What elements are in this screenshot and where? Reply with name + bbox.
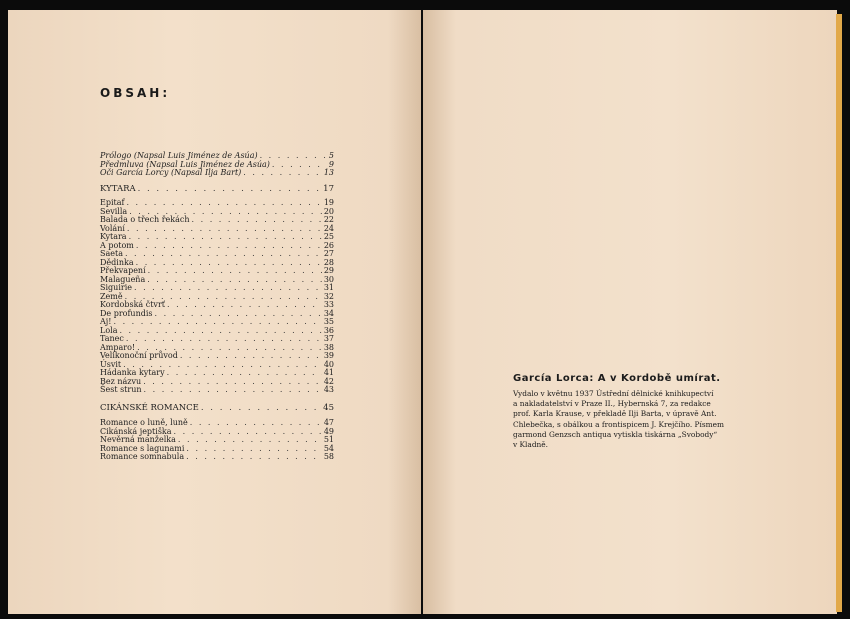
colophon-line: garmond Genzsch antiqua vytiskla tiskárna „Svobody“ (513, 429, 718, 439)
toc-intro-list (100, 152, 334, 178)
toc-entry-title: Bez názvu (100, 376, 142, 386)
toc-entry (100, 327, 334, 336)
toc-entry-page: 35 (323, 317, 334, 326)
toc-entry-title: Romance s lagunami (100, 443, 185, 453)
toc-entry-title: Epitaf (100, 198, 125, 207)
toc-leader (138, 183, 322, 195)
toc-section-romance (100, 402, 334, 414)
toc-entry-page: 13 (323, 168, 334, 177)
toc-entry (100, 318, 334, 327)
right-page (423, 10, 837, 614)
toc-entry-title: Malagueña (100, 274, 146, 284)
toc-leader (186, 445, 321, 454)
toc-entry-title: Velikonoční průvod (100, 351, 178, 360)
toc-leader (155, 310, 322, 319)
toc-entry-title: Lola (100, 325, 118, 335)
contents-heading: OBSAH: (100, 86, 171, 100)
toc-entry-title: Saeta (100, 249, 123, 258)
toc-leader (201, 402, 321, 414)
toc-entry (100, 453, 334, 462)
toc-leader (136, 242, 322, 251)
toc-entry-page: 29 (323, 266, 334, 275)
toc-entry-page: 31 (323, 283, 334, 292)
colophon-line: a nakladatelství v Praze II., Hybernská 7, za redakce (513, 399, 711, 409)
toc-entry-page: 25 (323, 232, 334, 241)
toc-entry-title: Úsvit (100, 359, 122, 369)
toc-entry-title: Balada o třech řekách (100, 215, 190, 224)
colophon-line: Chlebečka, s obálkou a frontispicem J. Krejčího. Písmem (513, 419, 725, 429)
toc-entry (100, 199, 334, 208)
toc-entry (100, 216, 334, 225)
toc-entry-page: 37 (323, 334, 334, 343)
colophon-line: prof. Karla Krause, v překladě Ilji Barta, v úpravě Ant. (513, 409, 717, 419)
toc-entry-page: 54 (323, 443, 334, 453)
toc-entry (100, 250, 334, 259)
toc-entry-title: Prólogo (Napsal Luis Jiménez de Asúa) (100, 151, 258, 160)
toc-entry-title: Amparo! (100, 342, 136, 352)
toc-leader (144, 386, 322, 395)
toc-entry-page: 39 (323, 351, 334, 360)
toc-entry-title: Šest strun (100, 385, 142, 394)
toc-section-page: 45 (323, 403, 334, 413)
toc-section-page: 17 (323, 184, 334, 194)
toc-entry-page: 40 (323, 359, 334, 369)
toc-entry (100, 242, 334, 251)
toc-entry-title: Kytara (100, 232, 127, 241)
toc-leader (127, 225, 322, 234)
toc-leader (134, 284, 322, 293)
toc-entry-page: 24 (323, 223, 334, 233)
colophon-line: v Kladně. (513, 440, 549, 450)
toc-entry-title: Země (100, 291, 123, 301)
toc-entry-page: 43 (323, 385, 334, 394)
toc-leader (125, 250, 322, 259)
toc-entry-title: Předmluva (Napsal Luis Jiménez de Asúa) (100, 159, 270, 169)
toc-entry (100, 352, 334, 361)
toc-entry-page: 58 (323, 452, 334, 461)
toc-entry-page: 33 (323, 300, 334, 309)
colophon (513, 373, 813, 450)
toc-leader (136, 259, 322, 268)
toc-entry (100, 276, 334, 285)
toc-section-title: CIKÁNSKÉ ROMANCE (100, 403, 199, 413)
toc-entry-page: 38 (323, 342, 334, 352)
toc-entry (100, 284, 334, 293)
page-edge (836, 14, 842, 612)
toc-entry-title: Oči García Lorcy (Napsal Ilja Bart) (100, 168, 242, 177)
toc-entry-page: 19 (323, 198, 334, 207)
toc-leader (186, 453, 322, 462)
toc-leader (272, 161, 327, 170)
toc-leader (143, 378, 322, 387)
toc-entry-page: 47 (323, 418, 334, 427)
toc-entry-title: Volání (100, 223, 125, 233)
toc-entry-page: 5 (328, 151, 334, 160)
toc-entry-page: 27 (323, 249, 334, 258)
toc-romance-list (100, 419, 334, 462)
toc-leader (180, 352, 322, 361)
toc-entry-title: Dědinka (100, 257, 134, 267)
toc-leader (126, 199, 321, 208)
toc-entry (100, 335, 334, 344)
toc-leader (148, 267, 322, 276)
toc-section-kytara (100, 183, 334, 195)
toc-leader (147, 276, 322, 285)
toc-entry-title: Nevěrná manželka (100, 435, 176, 444)
toc-entry-page: 42 (323, 376, 334, 386)
toc-entry (100, 386, 334, 395)
toc-entry-page: 36 (323, 325, 334, 335)
toc-leader (113, 318, 321, 327)
toc-leader (174, 428, 322, 437)
toc-entry (100, 233, 334, 242)
toc-entry-page: 28 (323, 257, 334, 267)
colophon-title: García Lorca: A v Kordobě umírat. (513, 373, 721, 384)
toc-kytara-list (100, 199, 334, 395)
toc-entry-title: Romance somnabula (100, 452, 185, 461)
toc-entry-title: Siguirie (100, 283, 132, 292)
toc-entry-title: De profundis (100, 308, 153, 318)
toc-leader (178, 436, 322, 445)
toc-entry-page: 51 (323, 435, 334, 444)
toc-entry-title: A potom (100, 240, 134, 250)
toc-entry-title: Aj! (100, 317, 112, 326)
toc-entry-title: Cikánská jeptiška (100, 426, 172, 436)
toc-leader (167, 301, 322, 310)
toc-entry-title: Sevilla (100, 206, 128, 216)
toc-entry (100, 310, 334, 319)
toc-leader (243, 169, 322, 178)
toc-leader (190, 419, 322, 428)
toc-section-title: KYTARA (100, 184, 136, 194)
toc-entry-page: 22 (323, 215, 334, 224)
toc-entry-page: 32 (323, 291, 334, 301)
toc-entry-page: 20 (323, 206, 334, 216)
toc-entry-page: 26 (323, 240, 334, 250)
toc-entry-page: 30 (323, 274, 334, 284)
toc-leader (119, 327, 321, 336)
toc-entry-page: 34 (323, 308, 334, 318)
toc-entry (100, 225, 334, 234)
toc-leader (192, 216, 322, 225)
toc-leader (126, 335, 322, 344)
toc-entry-page: 49 (323, 426, 334, 436)
colophon-line: Vydalo v květnu 1937 Ústřední dělnické knihkupectví (513, 389, 714, 398)
toc-entry (100, 169, 334, 178)
toc-entry-title: Romance o luně, luně (100, 418, 188, 427)
toc-entry-page: 41 (323, 368, 334, 377)
toc-entry-title: Hádanka kytary (100, 368, 165, 377)
toc-entry-title: Kordobská čtvrť (100, 300, 165, 309)
toc-leader (167, 369, 322, 378)
colophon-text (513, 389, 813, 450)
toc-entry-title: Překvapení (100, 266, 146, 275)
toc-entry-page: 9 (328, 159, 334, 169)
toc-entry-title: Tanec (100, 334, 124, 343)
toc-leader (129, 233, 322, 242)
